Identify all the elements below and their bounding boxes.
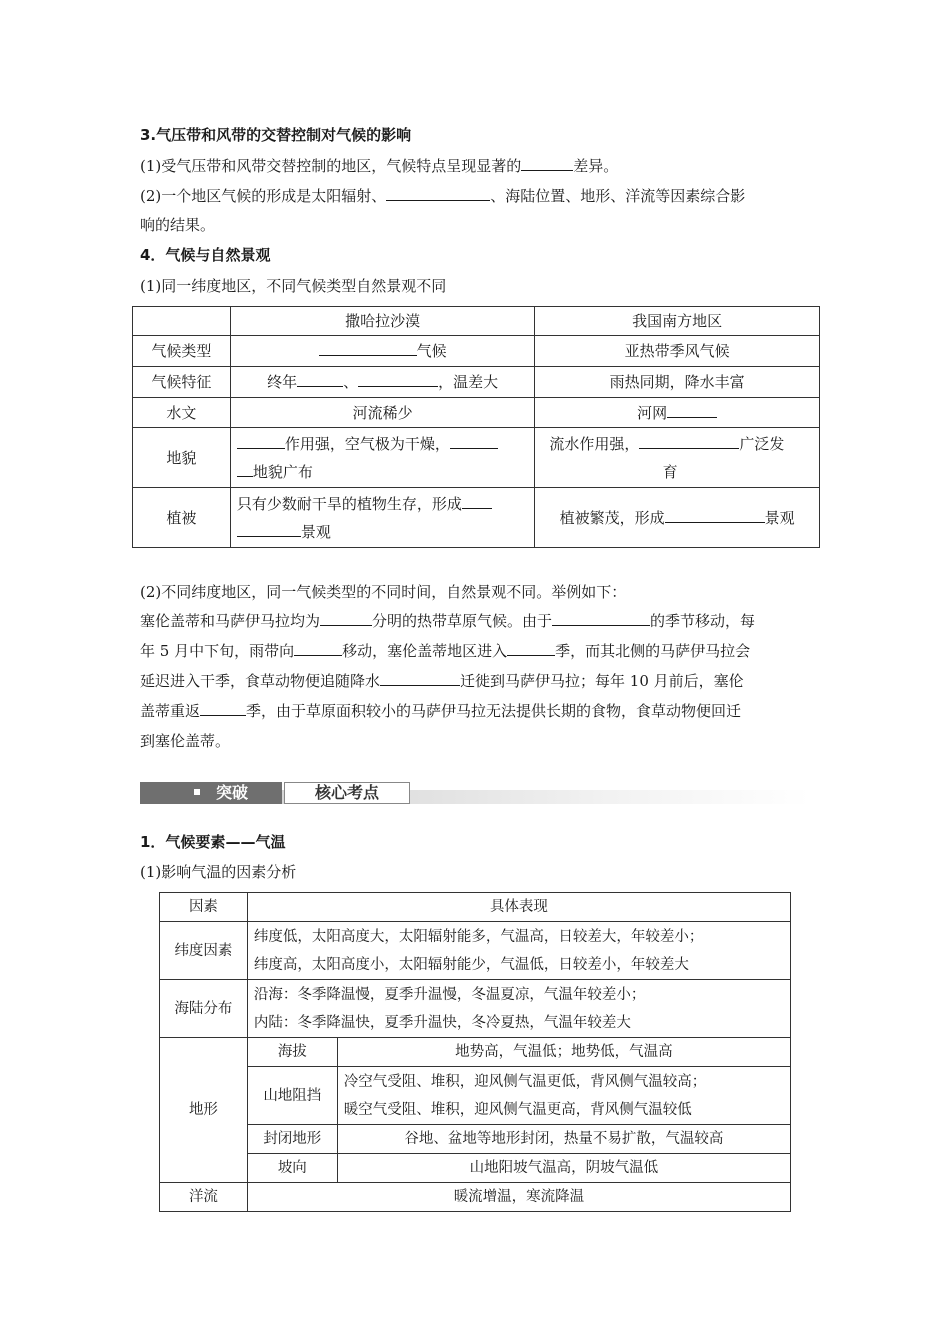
text: 季，由于草原面积较小的马萨伊马拉无法提供长期的食物，食草动物便回迁 [246, 702, 742, 720]
cell: 雨热同期，降水丰富 [535, 367, 820, 398]
cell: 地势高，气温低；地势低，气温高 [337, 1038, 790, 1067]
text: 纬度高，太阳高度小，太阳辐射能少，气温低，日较差小，年较差大 [253, 956, 689, 973]
cell: 河流稀少 [230, 398, 535, 428]
blank[interactable] [297, 372, 343, 387]
blank[interactable] [320, 611, 372, 626]
corner-cell [133, 307, 231, 336]
blank[interactable] [200, 701, 246, 716]
section-banner [140, 780, 810, 806]
text: 景观 [300, 522, 331, 541]
text: 差异。 [573, 157, 619, 175]
text: 、 [343, 373, 359, 391]
text: (2)一个地区气候的形成是太阳辐射、 [140, 187, 387, 205]
sub-label: 封闭地形 [247, 1125, 337, 1154]
cell [337, 1067, 790, 1125]
blank[interactable] [237, 434, 285, 449]
blank[interactable] [552, 611, 650, 626]
cell [535, 398, 820, 428]
section4-sub1: (1)同一纬度地区，不同气候类型自然景观不同 [140, 277, 447, 295]
text: 作用强，空气极为干燥， [284, 434, 450, 453]
col-header: 我国南方地区 [535, 307, 820, 336]
text: 终年 [267, 373, 298, 391]
text: 移动，塞伦盖蒂地区进入 [342, 642, 508, 660]
blank[interactable] [358, 372, 438, 387]
square-icon [194, 789, 200, 795]
sub-label: 海拔 [247, 1038, 337, 1067]
text: 植被繁茂，形成 [559, 508, 665, 527]
cell [247, 922, 790, 980]
banner-left-label: 突破 [216, 783, 249, 802]
text: 流水作用强， [549, 434, 640, 453]
cell: 亚热带季风气候 [535, 336, 820, 367]
cell [535, 428, 820, 488]
cell [230, 336, 535, 367]
section4-sub2: (2)不同纬度地区，同一气候类型的不同时间，自然景观不同。举例如下： [140, 583, 627, 601]
cell [535, 488, 820, 548]
core1-title: 1．气候要素——气温 [140, 833, 286, 851]
text: 年 5 月中下旬，雨带向 [140, 642, 295, 660]
text: 迁徙到马萨伊马拉；每年 10 月前后，塞伦 [460, 672, 744, 690]
section3-para1 [140, 155, 618, 177]
text: 暖空气受阻、堆积，迎风侧气温更高，背风侧气温较低 [343, 1101, 692, 1118]
cell [230, 488, 535, 548]
text: 河网 [637, 403, 668, 422]
temperature-factors-table [159, 892, 791, 1212]
blank[interactable] [386, 186, 490, 201]
para-line [140, 700, 741, 722]
section3-para2 [140, 185, 745, 207]
text: 盖蒂重返 [140, 702, 201, 720]
col-header: 具体表现 [247, 893, 790, 922]
text: 延迟进入干季，食草动物便追随降水 [140, 672, 381, 690]
row-label: 洋流 [160, 1183, 248, 1212]
text: 塞伦盖蒂和马萨伊马拉均为 [140, 612, 321, 630]
row-label: 水文 [133, 398, 231, 428]
banner-right: 核心考点 [284, 782, 410, 804]
row-label: 气候类型 [133, 336, 231, 367]
col-header: 因素 [160, 893, 248, 922]
sub-label: 坡向 [247, 1154, 337, 1183]
blank[interactable] [319, 341, 417, 356]
blank[interactable] [294, 641, 342, 656]
row-label: 气候特征 [133, 367, 231, 398]
core1-sub: (1)影响气温的因素分析 [140, 863, 297, 881]
blank[interactable] [521, 156, 573, 171]
para-line [140, 670, 744, 692]
section3-title: 3.气压带和风带的交替控制对气候的影响 [140, 126, 412, 144]
text: 育 [662, 462, 678, 481]
row-label: 地形 [160, 1038, 248, 1183]
blank[interactable] [450, 434, 498, 449]
row-label: 海陆分布 [160, 980, 248, 1038]
cell: 暖流增温，寒流降温 [247, 1183, 790, 1212]
cell [230, 367, 535, 398]
cell [230, 428, 535, 488]
para-line [140, 640, 750, 662]
para-line: 到塞伦盖蒂。 [140, 732, 231, 750]
blank[interactable] [462, 494, 492, 509]
text: 冷空气受阻、堆积，迎风侧气温更低，背风侧气温较高； [343, 1073, 707, 1090]
text: 纬度低，太阳高度大，太阳辐射能多，气温高，日较差大，年较差小； [253, 928, 704, 945]
text: 景观 [764, 508, 795, 527]
row-label: 地貌 [133, 428, 231, 488]
blank[interactable] [667, 403, 717, 418]
text: 的季节移动，每 [650, 612, 756, 630]
text: 沿海：冬季降温慢，夏季升温慢，冬温夏凉，气温年较差小； [253, 986, 646, 1003]
text: 季，而其北侧的马萨伊马拉会 [555, 642, 751, 660]
cell: 山地阳坡气温高，阴坡气温低 [337, 1154, 790, 1183]
blank[interactable] [639, 434, 739, 449]
text: 广泛发 [739, 434, 785, 453]
row-label: 植被 [133, 488, 231, 548]
text: 地貌广布 [252, 462, 313, 481]
cell: 谷地、盆地等地形封闭，热量不易扩散，气温较高 [337, 1125, 790, 1154]
sub-label: 山地阻挡 [247, 1067, 337, 1125]
section3-para2-cont: 响的结果。 [140, 216, 216, 234]
cell [247, 980, 790, 1038]
blank[interactable] [380, 671, 460, 686]
text: 气候 [416, 342, 447, 360]
blank[interactable] [665, 508, 765, 523]
blank[interactable] [237, 462, 253, 477]
text: 内陆：冬季降温快，夏季升温快，冬冷夏热，气温年较差大 [253, 1014, 631, 1031]
landscape-table [132, 306, 820, 548]
blank[interactable] [237, 522, 301, 537]
banner-left [140, 782, 282, 804]
para-line [140, 610, 755, 632]
section4-title: 4．气候与自然景观 [140, 246, 271, 264]
text: (1)受气压带和风带交替控制的地区，气候特点呈现显著的 [140, 157, 522, 175]
text: 只有少数耐干旱的植物生存，形成 [236, 494, 462, 513]
col-header: 撒哈拉沙漠 [230, 307, 535, 336]
text: 分明的热带草原气候。由于 [372, 612, 553, 630]
text: 、海陆位置、地形、洋流等因素综合影 [490, 187, 746, 205]
row-label: 纬度因素 [160, 922, 248, 980]
blank[interactable] [507, 641, 555, 656]
text: ，温差大 [438, 373, 499, 391]
